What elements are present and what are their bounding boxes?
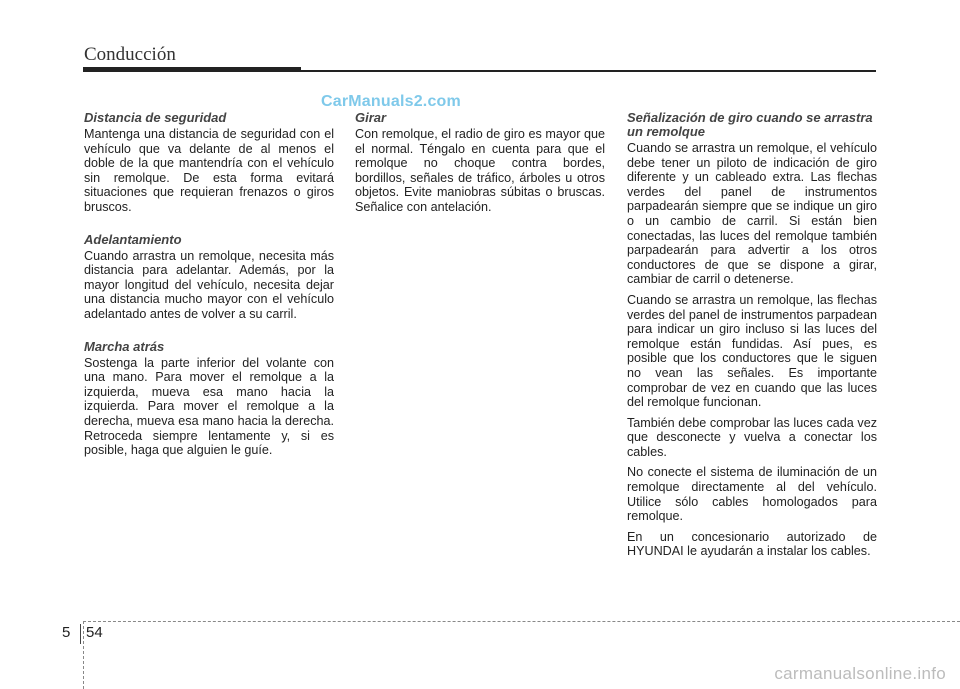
section-paragraph: Cuando se arrastra un remolque, el vehículo debe tener un piloto de indicación de giro diferente y un cableado extra. Las flechas verdes del panel de instrumentos parpadearán siempre que se indique un giro o un cambio de carril. Si están bien conectadas, las luces del remolque también parpadearán para advertir a los otros conductores de que se dispone a girar, cambiar de carril o detenerse.: [627, 141, 877, 287]
section-paragraph: Mantenga una distancia de seguridad con el vehículo que va delante de al menos el doble de la que mantendría con el vehículo sin remolque. De esta forma evitará situaciones que requieran frenazos o giros bruscos.: [84, 127, 334, 214]
page-header-title: Conducción: [84, 44, 176, 65]
section-heading: Marcha atrás: [84, 338, 165, 354]
section-paragraph: Con remolque, el radio de giro es mayor que el normal. Téngalo en cuenta para que el remolque no choque contra bordes, bordillos, señales de tráfico, árboles u otros objetos. Evite maniobras súbitas o bruscas. Señalice con antelación.: [355, 127, 605, 214]
column-right: [627, 111, 877, 565]
header-rule-thick: [83, 67, 301, 72]
header-rule-thin: [301, 70, 876, 72]
section-paragraph: También debe comprobar las luces cada vez que desconecte y vuelva a conectar los cables.: [627, 415, 877, 459]
section-paragraph: Cuando arrastra un remolque, necesita más distancia para adelantar. Además, por la mayor longitud del vehículo, necesita dejar una distancia mucho mayor con el vehículo adelantado antes de volver a su carril.: [84, 248, 334, 321]
section-paragraph: Sostenga la parte inferior del volante con una mano. Para mover el remolque a la izquierda, mueva esa mano hacia la izquierda. Para mover el remolque a la derecha, mueva esa mano hacia la derecha. Retroceda siempre lentamente y, si es posible, haga que alguien le guíe.: [84, 355, 334, 458]
section-heading: Señalización de giro cuando se arrastra un remolque: [627, 110, 873, 139]
watermark-top: CarManuals2.com: [321, 93, 461, 110]
column-left: [84, 111, 334, 464]
section-paragraph: En un concesionario autorizado de HYUNDAI le ayudarán a instalar los cables.: [627, 529, 877, 559]
footer-section-number: 5: [62, 624, 71, 641]
section-heading: Distancia de seguridad: [84, 110, 227, 125]
section-heading: Adelantamiento: [84, 231, 182, 247]
section-paragraph: Cuando se arrastra un remolque, las flechas verdes del panel de instrumentos parpadean para indicar un giro incluso si las luces del remolque están fundidas. Así pues, es posible que los conductores que le siguen no vean las señales. Es importante comprobar de vez en cuando que las luces del remolque funcionan.: [627, 292, 877, 410]
section-heading: Girar: [355, 110, 387, 125]
footer-page-number: 54: [86, 624, 103, 641]
column-middle: [355, 111, 605, 221]
footer-page-separator: [80, 624, 81, 644]
watermark-bottom: carmanualsonline.info: [774, 664, 946, 683]
footer-dashed-rule: [83, 621, 960, 622]
footer-dashed-vrule: [83, 621, 84, 689]
section-paragraph: No conecte el sistema de iluminación de un remolque directamente al del vehículo. Utilice sólo cables homologados para remolque.: [627, 465, 877, 524]
